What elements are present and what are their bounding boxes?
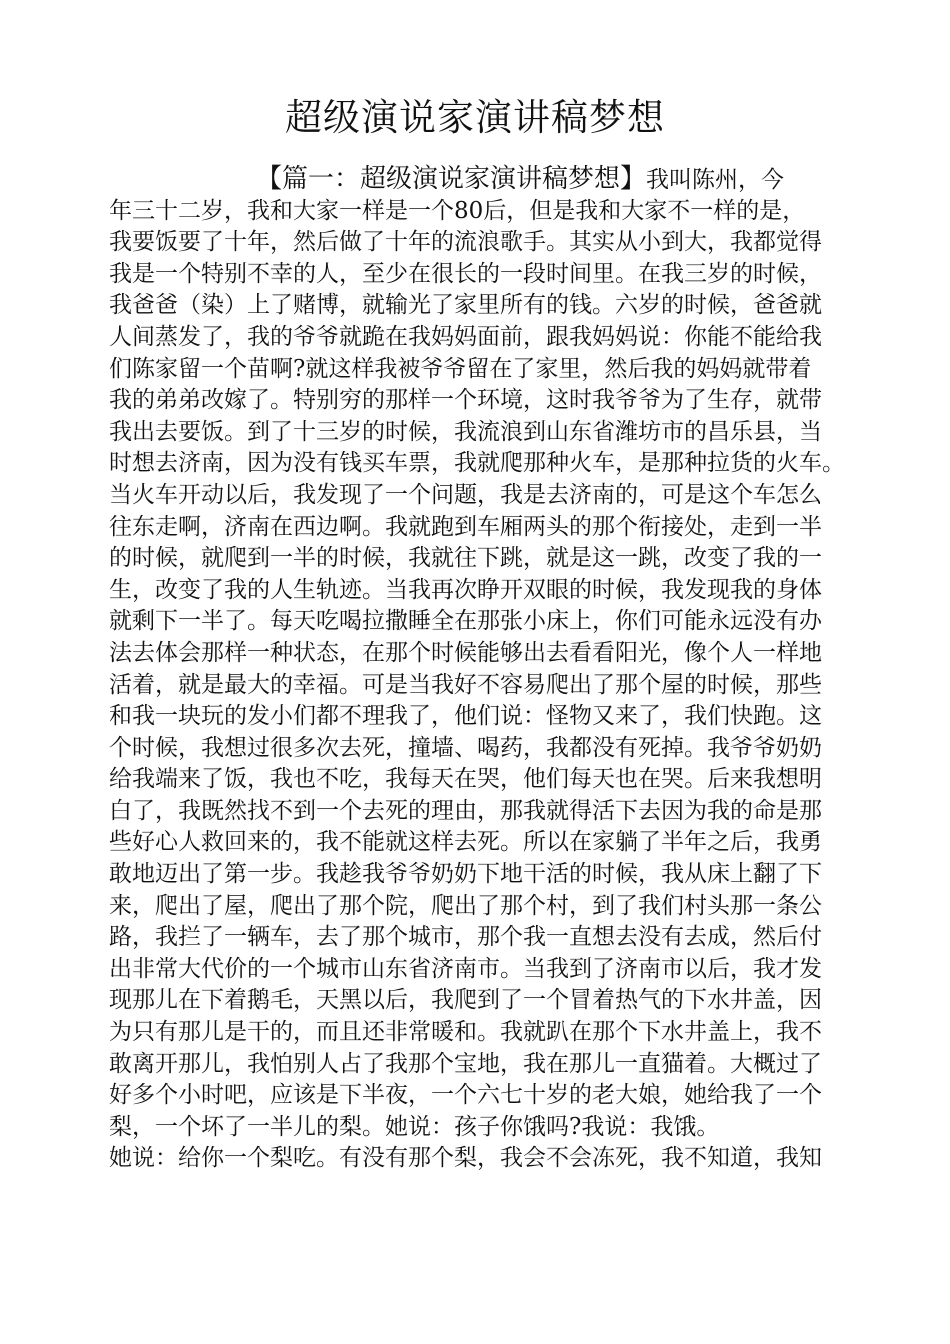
text-line-content: 我叫陈州，今 — [646, 167, 785, 193]
text-line: 梨，一个坏了一半儿的梨。她说：孩子你饿吗?我说：我饿。 — [109, 1113, 720, 1140]
text-line: 给我端来了饭，我也不吃，我每天在哭，他们每天也在哭。后来我想明 — [109, 766, 822, 793]
text-line: 生，改变了我的人生轨迹。当我再次睁开双眼的时候，我发现我的身体 — [109, 576, 822, 603]
text-line: 好多个小时吧，应该是下半夜，一个六七十岁的老大娘，她给我了一个 — [109, 1082, 822, 1109]
text-line: 和我一块玩的发小们都不理我了，他们说：怪物又来了，我们快跑。这 — [109, 703, 822, 730]
text-line — [109, 164, 851, 196]
text-line: 现那儿在下着鹅毛，天黑以后，我爬到了一个冒着热气的下水井盖，因 — [109, 987, 822, 1014]
text-line: 当火车开动以后，我发现了一个问题，我是去济南的，可是这个车怎么 — [109, 481, 822, 508]
document-title: 超级演说家演讲稿梦想 — [285, 96, 665, 139]
text-line: 们陈家留一个苗啊?就这样我被爷爷留在了家里，然后我的妈妈就带着 — [109, 355, 812, 382]
text-line: 的时候，就爬到一半的时候，我就往下跳，就是这一跳，改变了我的一 — [109, 545, 822, 572]
text-line: 我是一个特别不幸的人，至少在很长的一段时间里。在我三岁的时候， — [109, 260, 822, 287]
text-line: 往东走啊，济南在西边啊。我就跑到车厢两头的那个衔接处，走到一半 — [109, 513, 822, 540]
text-line: 为只有那儿是干的，而且还非常暖和。我就趴在那个下水井盖上，我不 — [109, 1019, 822, 1046]
text-line: 敢地迈出了第一步。我趁我爷爷奶奶下地干活的时候，我从床上翻了下 — [109, 861, 822, 888]
text-line: 年三十二岁，我和大家一样是一个80后，但是我和大家不一样的是， — [109, 197, 806, 224]
text-line: 时想去济南，因为没有钱买车票，我就爬那种火车，是那种拉货的火车。 — [109, 450, 845, 477]
text-line: 来，爬出了屋，爬出了那个院，爬出了那个村，到了我们村头那一条公 — [109, 892, 822, 919]
text-line: 活着，就是最大的幸福。可是当我好不容易爬出了那个屋的时候，那些 — [109, 671, 822, 698]
text-line: 我出去要饭。到了十三岁的时候，我流浪到山东省潍坊市的昌乐县，当 — [109, 418, 822, 445]
text-line: 些好心人救回来的，我不能就这样去死。所以在家躺了半年之后，我勇 — [109, 829, 822, 856]
section-heading: 【篇一：超级演说家演讲稿梦想】 — [256, 164, 647, 194]
text-line: 出非常大代价的一个城市山东省济南市。当我到了济南市以后，我才发 — [109, 955, 822, 982]
text-line: 我要饭要了十年，然后做了十年的流浪歌手。其实从小到大，我都觉得 — [109, 229, 822, 256]
text-line: 她说：给你一个梨吃。有没有那个梨，我会不会冻死，我不知道，我知 — [109, 1145, 822, 1172]
text-line: 我的弟弟改嫁了。特别穷的那样一个环境，这时我爷爷为了生存，就带 — [109, 387, 822, 414]
text-line: 敢离开那儿，我怕别人占了我那个宝地，我在那儿一直猫着。大概过了 — [109, 1050, 822, 1077]
document-body — [109, 164, 851, 1175]
text-line: 就剩下一半了。每天吃喝拉撒睡全在那张小床上，你们可能永远没有办 — [109, 608, 822, 635]
text-line: 法去体会那样一种状态，在那个时候能够出去看看阳光，像个人一样地 — [109, 639, 822, 666]
text-line: 个时候，我想过很多次去死，撞墙、喝药，我都没有死掉。我爷爷奶奶 — [109, 734, 822, 761]
text-line: 路，我拦了一辆车，去了那个城市，那个我一直想去没有去成，然后付 — [109, 924, 822, 951]
text-line: 白了，我既然找不到一个去死的理由，那我就得活下去因为我的命是那 — [109, 797, 822, 824]
text-line: 人间蒸发了，我的爷爷就跪在我妈妈面前，跟我妈妈说：你能不能给我 — [109, 323, 822, 350]
text-line: 我爸爸（染）上了赌博，就输光了家里所有的钱。六岁的时候，爸爸就 — [109, 292, 822, 319]
